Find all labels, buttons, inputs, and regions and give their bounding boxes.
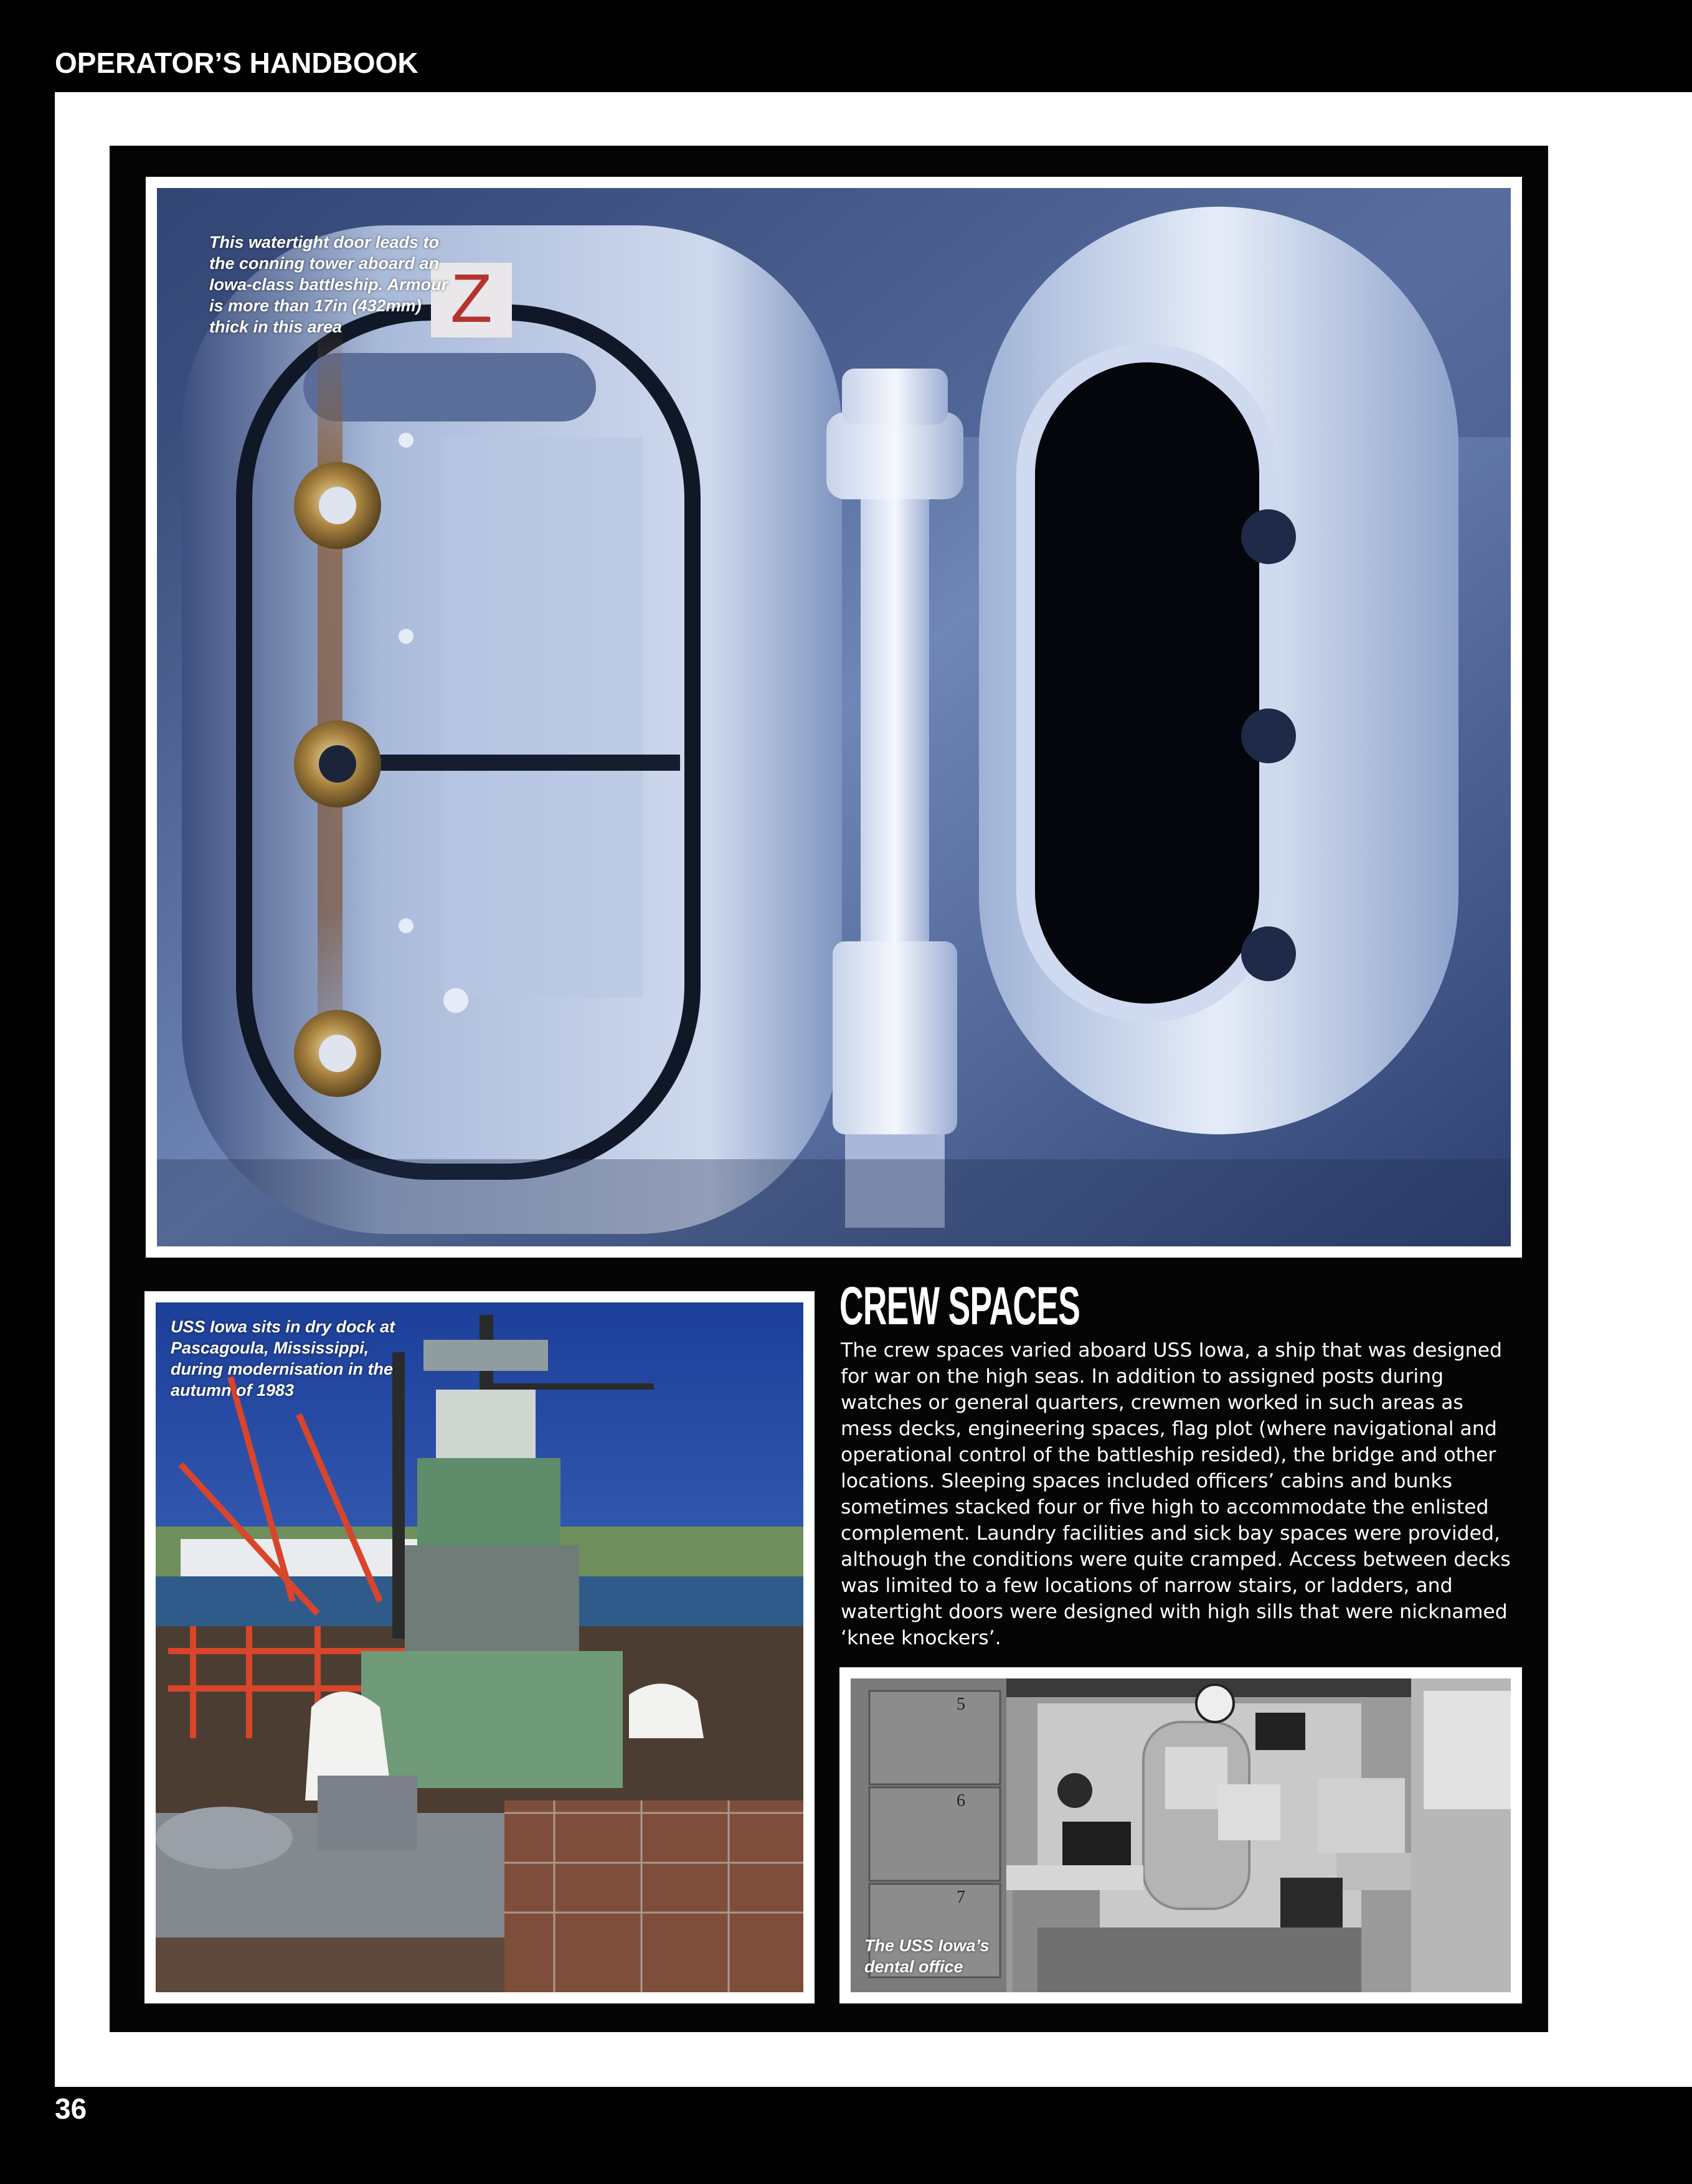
dental-office-photo-caption: The USS Iowa’s dental office — [864, 1936, 990, 1976]
watertight-door-photo — [146, 177, 1522, 1258]
dry-dock-illustration — [156, 1302, 803, 1992]
content-panel — [110, 146, 1548, 2032]
article-heading: CREW SPACES — [839, 1276, 1080, 1336]
drawer-number-5: 5 — [957, 1695, 965, 1714]
drawer-number-7: 7 — [957, 1888, 965, 1907]
dry-dock-photo — [144, 1291, 815, 2003]
dry-dock-image — [156, 1302, 803, 1992]
watertight-door-image — [157, 188, 1511, 1246]
dry-dock-photo-caption: USS Iowa sits in dry dock at Pascagoula, Mississippi, during modernisation in the autumn of 1983 — [171, 1317, 395, 1400]
watertight-door-illustration — [157, 188, 1511, 1246]
door-photo-caption: This watertight door leads to the conning tower aboard an Iowa-class battleship. Armour is more than 17in (432mm) thick in this area — [209, 233, 448, 336]
page-number: 36 — [55, 2092, 87, 2125]
dental-office-photo — [839, 1667, 1522, 2003]
door-marking-z: Z — [450, 260, 493, 337]
drawer-number-6: 6 — [957, 1791, 965, 1810]
running-header: OPERATOR’S HANDBOOK — [55, 47, 418, 79]
article-body: The crew spaces varied aboard USS Iowa, a ship that was designed for war on the high seas. In addition to assigned posts during watches or general quarters, crewmen worked in such areas as mess decks, engineering spaces, flag plot (where navigational and operational control of the battleship resided), the bridge and other locations. Sleeping spaces included officers’ cabins and bunks sometimes stacked four or five high to accommodate the enlisted complement. Laundry facilities and sick bay spaces were provided, although the conditions were quite cramped. Access between decks was limited to a few locations of narrow stairs, or ladders, and watertight doors were designed with high sills that were nicknamed ‘knee knockers’. — [841, 1339, 1511, 1649]
